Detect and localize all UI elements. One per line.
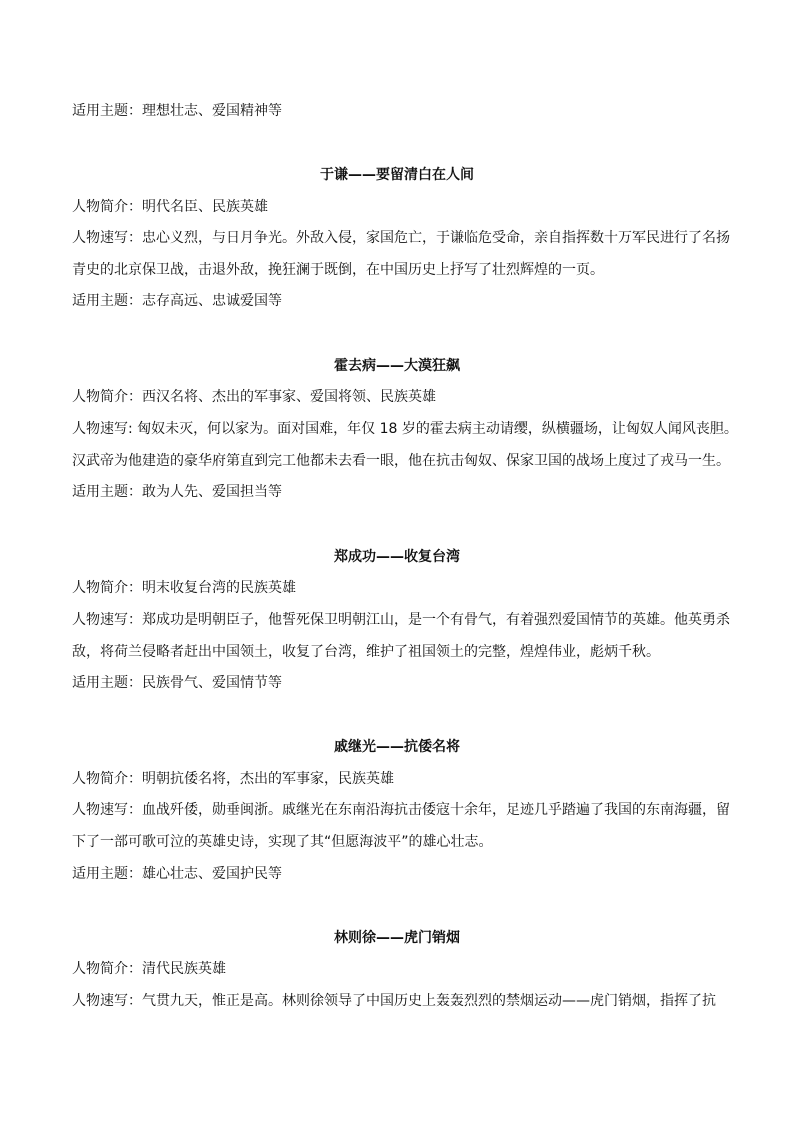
person-intro-line: 人物简介：清代民族英雄: [72, 961, 226, 977]
applicable-theme-line: 适用主题：民族骨气、爱国情节等: [72, 675, 282, 691]
applicable-theme-line: 适用主题：理想壮志、爱国精神等: [72, 103, 282, 119]
person-intro-line: 人物简介：明代名臣、民族英雄: [72, 199, 268, 215]
person-sketch-paragraph: 人物速写：血战歼倭，勋垂闽浙。戚继光在东南沿海抗击倭寇十余年，足迹几乎踏遍了我国的东南海疆，留下了一部可歌可泣的英雄史诗，实现了其“但愿海波平”的雄心壮志。: [72, 802, 730, 850]
person-intro-line: 人物简介：西汉名将、杰出的军事家、爱国将领、民族英雄: [72, 389, 436, 405]
applicable-theme-line: 适用主题：志存高远、忠诚爱国等: [72, 293, 282, 309]
section-title: 林则徐——虎门销烟: [334, 930, 460, 946]
person-sketch-paragraph: 人物速写：郑成功是明朝臣子，他誓死保卫明朝江山，是一个有骨气，有着强烈爱国情节的英雄。他英勇杀敌，将荷兰侵略者赶出中国领土，收复了台湾，维护了祖国领土的完整，煌煌伟业，彪炳千秋。: [72, 612, 730, 660]
person-sketch-paragraph: 人物速写：忠心义烈，与日月争光。外敌入侵，家国危亡，于谦临危受命，亲自指挥数十万军民进行了名扬青史的北京保卫战，击退外敌，挽狂澜于既倒，在中国历史上抒写了壮烈辉煌的一页。: [72, 230, 730, 278]
applicable-theme-line: 适用主题：雄心壮志、爱国护民等: [72, 866, 282, 882]
person-intro-line: 人物简介：明朝抗倭名将，杰出的军事家，民族英雄: [72, 771, 394, 787]
person-sketch-paragraph: 人物速写: 匈奴未灭，何以家为。面对国难，年仅 18 岁的霍去病主动请缨，纵横疆场，让匈奴人闻风丧胆。汉武帝为他建造的豪华府第直到完工他都未去看一眼，他在抗击匈奴、保家卫国的战场上度过了戎马一生。: [72, 421, 738, 469]
person-intro-line: 人物简介：明末收复台湾的民族英雄: [72, 580, 296, 596]
applicable-theme-line: 适用主题：敢为人先、爱国担当等: [72, 484, 282, 500]
section-title: 霍去病——大漠狂飙: [334, 358, 460, 374]
section-title: 于谦——要留清白在人间: [320, 167, 474, 183]
section-title: 郑成功——收复台湾: [334, 549, 460, 565]
section-title: 戚继光——抗倭名将: [334, 739, 460, 755]
person-sketch-paragraph: 人物速写：气贯九天，惟正是高。林则徐领导了中国历史上轰轰烈烈的禁烟运动——虎门销烟，指挥了抗: [72, 993, 716, 1009]
